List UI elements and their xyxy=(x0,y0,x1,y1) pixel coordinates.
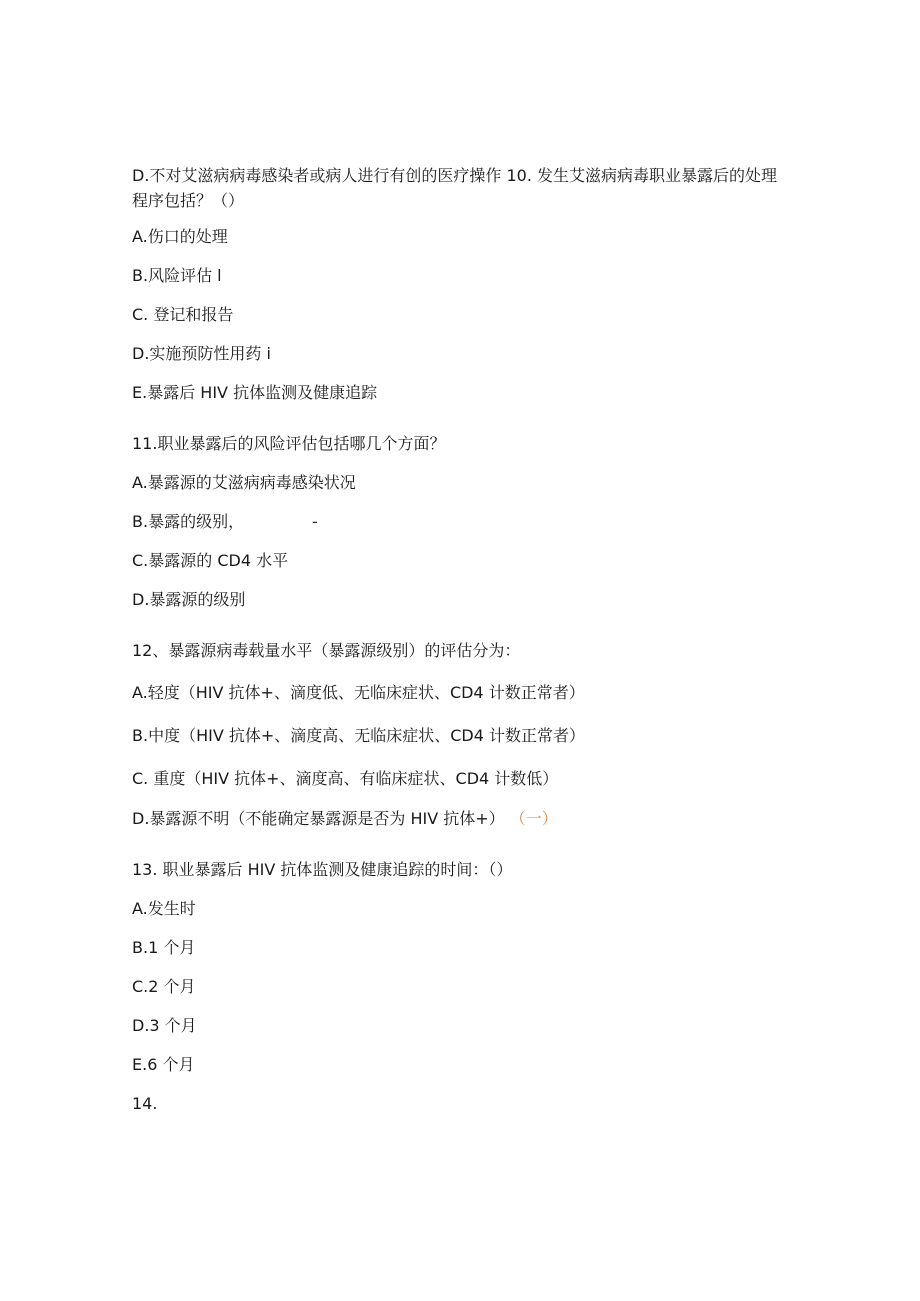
q13-option-e: E.6 个月 xyxy=(132,1055,195,1074)
q11-stem: 11.职业暴露后的风险评估包括哪几个方面？ xyxy=(132,434,446,453)
q11-option-c: C.暴露源的 CD4 水平 xyxy=(132,551,289,570)
q14-number: 14. xyxy=(132,1094,158,1113)
q11-option-a: A.暴露源的艾滋病病毒感染状况 xyxy=(132,473,356,492)
q10-option-a: A.伤口的处理 xyxy=(132,227,228,246)
q12-option-c: C. 重度（HIV 抗体+、滴度高、有临床症状、CD4 计数低） xyxy=(132,769,559,788)
q10-option-b: B.风险评估 l xyxy=(132,266,222,285)
q12-option-d xyxy=(132,807,558,831)
q9-option-d-and-q10-stem: D.不对艾滋病病毒感染者或病人进行有创的医疗操作 10. 发生艾滋病病毒职业暴露后的处理程序包括？（） xyxy=(132,166,778,210)
q13-option-b: B.1 个月 xyxy=(132,938,196,957)
q12-option-b: B.中度（HIV 抗体+、滴度高、无临床症状、CD4 计数正常者） xyxy=(132,726,586,745)
q10-option-d: D.实施预防性用药 i xyxy=(132,344,271,363)
q13-option-c: C.2 个月 xyxy=(132,977,196,996)
q12-stem: 12、暴露源病毒载量水平（暴露源级别）的评估分为： xyxy=(132,641,521,660)
q12-option-a: A.轻度（HIV 抗体+、滴度低、无临床症状、CD4 计数正常者） xyxy=(132,683,585,702)
q10-option-e: E.暴露后 HIV 抗体监测及健康追踪 xyxy=(132,383,378,402)
q13-stem: 13. 职业暴露后 HIV 抗体监测及健康追踪的时间：（） xyxy=(132,860,513,879)
q13-option-a: A.发生时 xyxy=(132,899,196,918)
q11-option-d: D.暴露源的级别 xyxy=(132,590,246,609)
q13-option-d: D.3 个月 xyxy=(132,1016,197,1035)
stray-dash-mark: - xyxy=(312,512,318,531)
q11-option-b-text: B.暴露的级别， xyxy=(132,512,245,531)
q10-option-c: C. 登记和报告 xyxy=(132,305,234,324)
q11-option-b xyxy=(132,510,318,534)
q12-option-d-text: D.暴露源不明（不能确定暴露源是否为 HIV 抗体+） xyxy=(132,809,505,828)
answer-note-mark: （一） xyxy=(509,809,558,828)
